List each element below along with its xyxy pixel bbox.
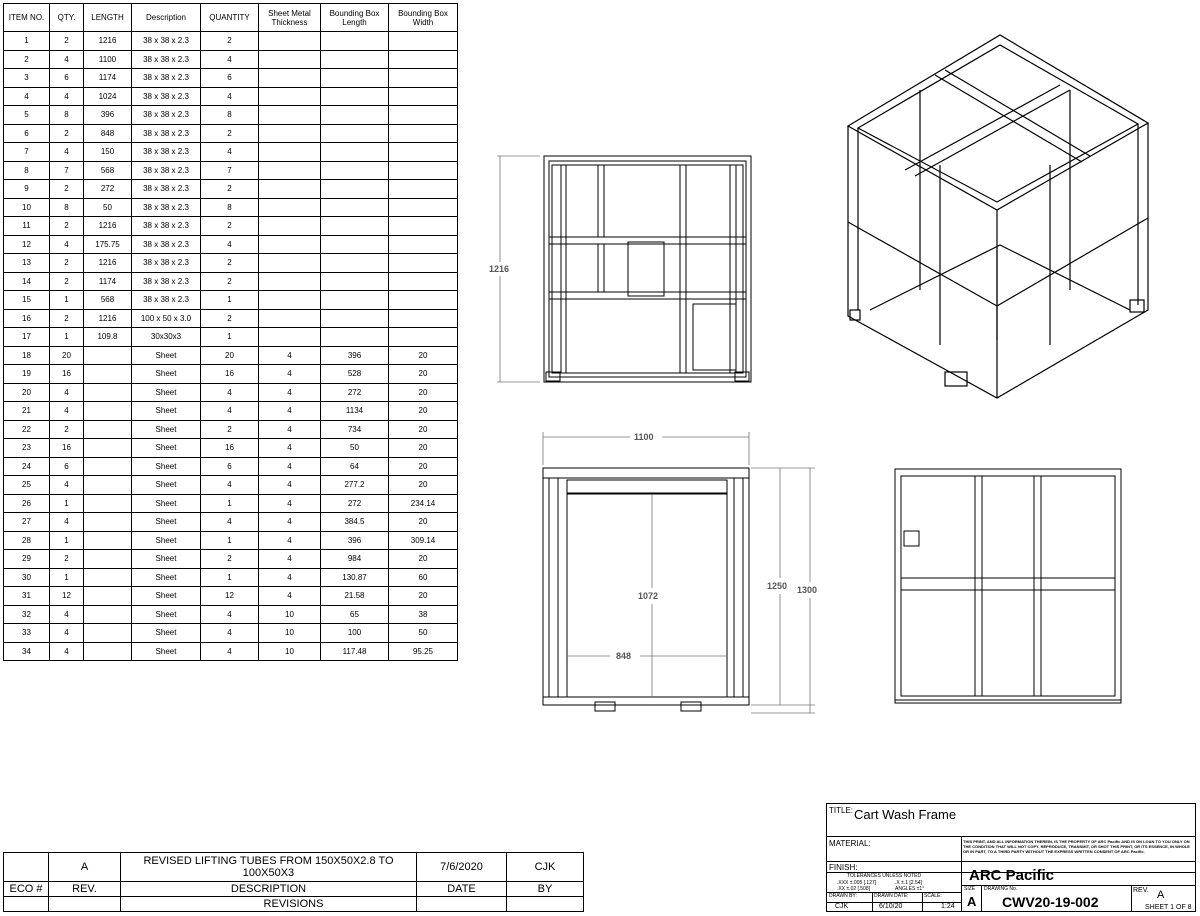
bom-cell: 2 — [201, 32, 259, 51]
bom-cell: 27 — [4, 513, 50, 532]
tolerance-3: .XX ±.02 [.508] — [837, 886, 871, 892]
bom-cell: 100 — [321, 624, 389, 643]
bom-cell: 2 — [201, 180, 259, 199]
bom-cell: Sheet — [132, 642, 201, 661]
dim-top-height: 1216 — [489, 264, 510, 274]
bom-cell: 4 — [201, 476, 259, 495]
bom-cell: 32 — [4, 605, 50, 624]
bom-cell: Sheet — [132, 457, 201, 476]
bom-cell: 100 x 50 x 3.0 — [132, 309, 201, 328]
bom-cell: 4 — [50, 624, 84, 643]
bom-cell: 4 — [201, 624, 259, 643]
bom-cell: 4 — [50, 402, 84, 421]
front-view — [543, 468, 749, 711]
bom-cell: 38 — [389, 605, 458, 624]
bom-cell: 23 — [4, 439, 50, 458]
bom-header-quantity: QUANTITY — [201, 4, 259, 32]
bom-cell: 26 — [4, 494, 50, 513]
bom-cell: 277.2 — [321, 476, 389, 495]
bom-cell: 1174 — [84, 69, 132, 88]
bom-cell: 16 — [201, 439, 259, 458]
bom-cell: 10 — [259, 624, 321, 643]
bom-cell: 1 — [201, 531, 259, 550]
bom-cell: 1174 — [84, 272, 132, 291]
material-label: MATERIAL: — [829, 839, 871, 848]
bom-cell: 65 — [321, 605, 389, 624]
drawing-no-label: DRAWING No. — [984, 886, 1018, 892]
bom-cell: 38 x 38 x 2.3 — [132, 69, 201, 88]
tolerance-2: .X ±.1 [2.54] — [895, 880, 922, 886]
bom-header-thickness: Sheet Metal Thickness — [259, 4, 321, 32]
bom-cell: 38 x 38 x 2.3 — [132, 272, 201, 291]
bom-cell: 848 — [84, 124, 132, 143]
bom-cell: 1 — [50, 494, 84, 513]
bom-cell: Sheet — [132, 476, 201, 495]
bom-cell: 50 — [84, 198, 132, 217]
bom-cell: 12 — [50, 587, 84, 606]
drawing-rev: A — [1157, 889, 1165, 901]
bom-cell: 4 — [201, 87, 259, 106]
bom-cell: 20 — [389, 476, 458, 495]
bom-cell: 38 x 38 x 2.3 — [132, 87, 201, 106]
revision-col-eco: ECO # — [9, 883, 43, 895]
bom-cell: 38 x 38 x 2.3 — [132, 143, 201, 162]
bom-cell: Sheet — [132, 513, 201, 532]
bom-cell: 30 — [4, 568, 50, 587]
bom-cell: Sheet — [132, 346, 201, 365]
drawing-title: Cart Wash Frame — [854, 807, 957, 822]
bom-cell: 734 — [321, 420, 389, 439]
bom-cell: 25 — [4, 476, 50, 495]
bom-cell: 1 — [4, 32, 50, 51]
bom-cell: 568 — [84, 161, 132, 180]
bom-cell: 38 x 38 x 2.3 — [132, 198, 201, 217]
bom-cell: Sheet — [132, 531, 201, 550]
bom-cell: 4 — [201, 235, 259, 254]
bom-cell: 4 — [50, 235, 84, 254]
bom-cell: 4 — [201, 605, 259, 624]
bom-cell: 234.14 — [389, 494, 458, 513]
bom-cell: 1 — [50, 328, 84, 347]
bom-cell: 50 — [389, 624, 458, 643]
bom-cell: 16 — [201, 365, 259, 384]
bom-cell: 1 — [201, 494, 259, 513]
bom-cell: 1 — [50, 291, 84, 310]
scale: 1:24 — [941, 903, 955, 910]
bom-cell: 6 — [201, 457, 259, 476]
bom-cell: 4 — [259, 365, 321, 384]
bom-cell: Sheet — [132, 439, 201, 458]
bom-cell: 4 — [50, 513, 84, 532]
dim-overall-height: 1300 — [797, 585, 818, 595]
revision-by: CJK — [534, 861, 556, 873]
bom-cell: 272 — [321, 494, 389, 513]
bom-cell: 20 — [389, 346, 458, 365]
bom-cell: 984 — [321, 550, 389, 569]
bom-cell: 4 — [50, 476, 84, 495]
bom-cell: 384.5 — [321, 513, 389, 532]
bom-cell: 16 — [50, 439, 84, 458]
drawing-number: CWV20-19-002 — [1002, 894, 1099, 910]
bom-cell: 13 — [4, 254, 50, 273]
bom-cell: Sheet — [132, 383, 201, 402]
bom-cell: 4 — [50, 143, 84, 162]
drawn-date-label: DRAWN DATE: — [874, 893, 909, 899]
bom-cell: 38 x 38 x 2.3 — [132, 217, 201, 236]
bom-cell: 4 — [201, 642, 259, 661]
tolerance-4: ANGLES ±1° — [895, 886, 925, 892]
sheet-size: A — [967, 894, 977, 909]
bom-cell: 22 — [4, 420, 50, 439]
bom-cell: Sheet — [132, 494, 201, 513]
bom-cell: 20 — [389, 513, 458, 532]
bom-cell: 6 — [50, 457, 84, 476]
bom-cell: Sheet — [132, 605, 201, 624]
bom-cell: 6 — [201, 69, 259, 88]
bom-cell: 2 — [50, 254, 84, 273]
bom-cell: Sheet — [132, 624, 201, 643]
bom-cell: 8 — [50, 106, 84, 125]
tolerances-label: TOLERANCES UNLESS NOTED — [847, 873, 922, 879]
bom-cell: 17 — [4, 328, 50, 347]
bom-cell: 2 — [201, 217, 259, 236]
bom-cell: 12 — [201, 587, 259, 606]
bom-cell: 4 — [259, 402, 321, 421]
bom-cell: 64 — [321, 457, 389, 476]
revision-col-by: BY — [537, 883, 553, 895]
bom-cell: 21 — [4, 402, 50, 421]
bom-cell: 2 — [201, 272, 259, 291]
bom-cell: Sheet — [132, 402, 201, 421]
bom-cell: 14 — [4, 272, 50, 291]
bom-cell: 20 — [201, 346, 259, 365]
drawn-date: 6/10/20 — [879, 903, 903, 910]
bom-cell: 11 — [4, 217, 50, 236]
bom-cell: 4 — [50, 87, 84, 106]
bom-cell: 20 — [4, 383, 50, 402]
bom-cell: 4 — [201, 143, 259, 162]
bom-cell: 4 — [259, 550, 321, 569]
bom-cell: 21.58 — [321, 587, 389, 606]
revision-rev: A — [80, 861, 89, 873]
bom-cell: 28 — [4, 531, 50, 550]
dim-front-width: 1100 — [634, 432, 654, 442]
revision-col-rev: REV. — [72, 883, 97, 895]
bom-cell: 7 — [50, 161, 84, 180]
top-view — [544, 156, 751, 382]
revision-footer: REVISIONS — [263, 898, 324, 910]
bom-cell: 4 — [259, 531, 321, 550]
scale-label: SCALE: — [924, 893, 942, 899]
size-label: SIZE — [964, 886, 976, 892]
bom-cell: 20 — [50, 346, 84, 365]
bom-cell: 2 — [50, 32, 84, 51]
bom-cell: 60 — [389, 568, 458, 587]
drawn-by-label: DRAWN BY: — [829, 893, 857, 899]
bom-header-item-no: ITEM NO. — [4, 4, 50, 32]
bom-cell: 4 — [201, 50, 259, 69]
bom-cell: 8 — [4, 161, 50, 180]
finish-label: FINISH: — [829, 863, 858, 872]
bom-cell: 38 x 38 x 2.3 — [132, 161, 201, 180]
bom-cell: 38 x 38 x 2.3 — [132, 106, 201, 125]
bom-cell: 38 x 38 x 2.3 — [132, 235, 201, 254]
bom-cell: 1 — [50, 568, 84, 587]
bom-cell: 117.48 — [321, 642, 389, 661]
bom-cell: 50 — [321, 439, 389, 458]
bom-cell: 1 — [201, 568, 259, 587]
bom-cell: Sheet — [132, 420, 201, 439]
bom-cell: 109.8 — [84, 328, 132, 347]
bom-cell: 5 — [4, 106, 50, 125]
bom-cell: 2 — [201, 124, 259, 143]
bom-cell: 18 — [4, 346, 50, 365]
bom-cell: 20 — [389, 365, 458, 384]
bom-cell: 38 x 38 x 2.3 — [132, 291, 201, 310]
bom-cell: 9 — [4, 180, 50, 199]
bom-cell: 6 — [50, 69, 84, 88]
bom-header-description: Description — [132, 4, 201, 32]
revision-description: REVISED LIFTING TUBES FROM 150X50X2.8 TO 100X50X3 — [143, 855, 394, 879]
bom-cell: 8 — [50, 198, 84, 217]
bom-cell: 33 — [4, 624, 50, 643]
title-label: TITLE: — [829, 806, 854, 815]
bom-cell: 2 — [50, 272, 84, 291]
bom-cell: 4 — [259, 513, 321, 532]
bom-cell: 2 — [50, 550, 84, 569]
bom-cell: 1 — [50, 531, 84, 550]
bom-cell: 15 — [4, 291, 50, 310]
bom-cell: 528 — [321, 365, 389, 384]
bom-cell: 2 — [50, 217, 84, 236]
dim-front-height: 1250 — [767, 581, 788, 591]
bom-cell: Sheet — [132, 550, 201, 569]
bom-cell: Sheet — [132, 587, 201, 606]
bom-cell: 34 — [4, 642, 50, 661]
bom-cell: 16 — [4, 309, 50, 328]
bom-cell: 20 — [389, 439, 458, 458]
dimension-lines — [497, 156, 818, 713]
revision-col-date: DATE — [447, 883, 476, 895]
company-name: ARC Pacific — [969, 867, 1055, 884]
bom-cell: 4 — [201, 402, 259, 421]
bom-cell: 4 — [259, 568, 321, 587]
bom-cell: 2 — [50, 124, 84, 143]
bom-cell: 150 — [84, 143, 132, 162]
bom-cell: 20 — [389, 383, 458, 402]
bom-cell: 568 — [84, 291, 132, 310]
bom-cell: 4 — [259, 457, 321, 476]
bom-cell: 38 x 38 x 2.3 — [132, 180, 201, 199]
bom-cell: 4 — [201, 383, 259, 402]
sheet-number: SHEET 1 OF 8 — [1145, 904, 1192, 911]
bom-cell: 10 — [259, 605, 321, 624]
bom-cell: 1 — [201, 291, 259, 310]
bom-cell: 2 — [50, 420, 84, 439]
dim-inner-height: 1072 — [638, 591, 659, 601]
bom-cell: 31 — [4, 587, 50, 606]
bom-cell: 130.87 — [321, 568, 389, 587]
bom-cell: 8 — [201, 106, 259, 125]
bom-cell: 3 — [4, 69, 50, 88]
tolerance-1: .XXX ±.005 [.127] — [837, 880, 877, 886]
bom-cell: 2 — [201, 550, 259, 569]
bom-cell: 2 — [201, 309, 259, 328]
dim-inner-width: 848 — [616, 651, 632, 661]
bom-cell: 20 — [389, 457, 458, 476]
bom-cell: 38 x 38 x 2.3 — [132, 124, 201, 143]
bom-cell: 20 — [389, 550, 458, 569]
bom-cell: 4 — [259, 383, 321, 402]
bom-cell: 2 — [50, 180, 84, 199]
bom-cell: 7 — [4, 143, 50, 162]
bom-cell: 38 x 38 x 2.3 — [132, 50, 201, 69]
bom-cell: 272 — [84, 180, 132, 199]
bom-cell: 1216 — [84, 309, 132, 328]
bom-cell: 1216 — [84, 32, 132, 51]
bom-cell: 30x30x3 — [132, 328, 201, 347]
title-block — [826, 803, 1196, 912]
bom-cell: 8 — [201, 198, 259, 217]
bom-cell: 4 — [50, 605, 84, 624]
bom-cell: 4 — [259, 494, 321, 513]
bom-cell: 20 — [389, 420, 458, 439]
bom-header-bbox-length: Bounding Box Length — [321, 4, 389, 32]
bom-cell: 272 — [321, 383, 389, 402]
bom-cell: 309.14 — [389, 531, 458, 550]
drawn-by: CJK — [835, 903, 849, 910]
bom-cell: 1216 — [84, 254, 132, 273]
bom-cell: 1134 — [321, 402, 389, 421]
revision-col-description: DESCRIPTION — [230, 883, 307, 895]
bom-cell: 396 — [321, 531, 389, 550]
bom-cell: 4 — [259, 420, 321, 439]
bom-cell: 4 — [50, 50, 84, 69]
bom-cell: 20 — [389, 402, 458, 421]
bom-cell: 4 — [4, 87, 50, 106]
bom-header-length: LENGTH — [84, 4, 132, 32]
bom-cell: Sheet — [132, 568, 201, 587]
side-view — [895, 469, 1121, 703]
bom-cell: 20 — [389, 587, 458, 606]
bom-cell: 1100 — [84, 50, 132, 69]
revision-block — [3, 852, 584, 912]
bom-cell: 1216 — [84, 217, 132, 236]
bom-cell: 19 — [4, 365, 50, 384]
bom-cell: 95.25 — [389, 642, 458, 661]
bom-cell: 4 — [259, 439, 321, 458]
bom-cell: 6 — [4, 124, 50, 143]
bom-cell: 2 — [201, 254, 259, 273]
bom-cell: 12 — [4, 235, 50, 254]
property-notice: THIS PRINT, AND ALL INFORMATION THEREIN, IS THE PROPERTY OF ARC Pacific AND IS ON LOAN TO YOU ONLY ON THE CONDITION THAT WILL NOT COPY, REPRODUCE, TRANSMIT, OR SHOT THIS PRINT, OR ITS ESSENCE, IN WHOLE OR IN PART, TO A THIRD PARTY WITHOUT THE EXPRESS WRITTEN CONSENT OF ARC Pacific. — [963, 839, 1190, 854]
bom-cell: Sheet — [132, 365, 201, 384]
bom-cell: 4 — [50, 642, 84, 661]
bom-cell: 396 — [84, 106, 132, 125]
bom-cell: 1024 — [84, 87, 132, 106]
bom-cell: 4 — [259, 476, 321, 495]
bom-cell: 4 — [201, 513, 259, 532]
bom-cell: 16 — [50, 365, 84, 384]
bom-cell: 38 x 38 x 2.3 — [132, 32, 201, 51]
bom-cell: 38 x 38 x 2.3 — [132, 254, 201, 273]
revision-date: 7/6/2020 — [440, 861, 483, 873]
bom-cell: 4 — [50, 383, 84, 402]
bom-cell: 7 — [201, 161, 259, 180]
bom-cell: 4 — [259, 346, 321, 365]
isometric-view — [848, 35, 1148, 398]
bom-cell: 2 — [201, 420, 259, 439]
bom-cell: 4 — [259, 587, 321, 606]
bom-cell: 1 — [201, 328, 259, 347]
bom-cell: 24 — [4, 457, 50, 476]
bom-header-bbox-width: Bounding Box Width — [389, 4, 458, 32]
bom-cell: 10 — [259, 642, 321, 661]
bom-cell: 2 — [4, 50, 50, 69]
bom-cell: 10 — [4, 198, 50, 217]
bom-cell: 29 — [4, 550, 50, 569]
bom-header-qty: QTY. — [50, 4, 84, 32]
bom-cell: 175.75 — [84, 235, 132, 254]
bom-cell: 2 — [50, 309, 84, 328]
rev-label: REV. — [1133, 887, 1149, 894]
bom-cell: 396 — [321, 346, 389, 365]
